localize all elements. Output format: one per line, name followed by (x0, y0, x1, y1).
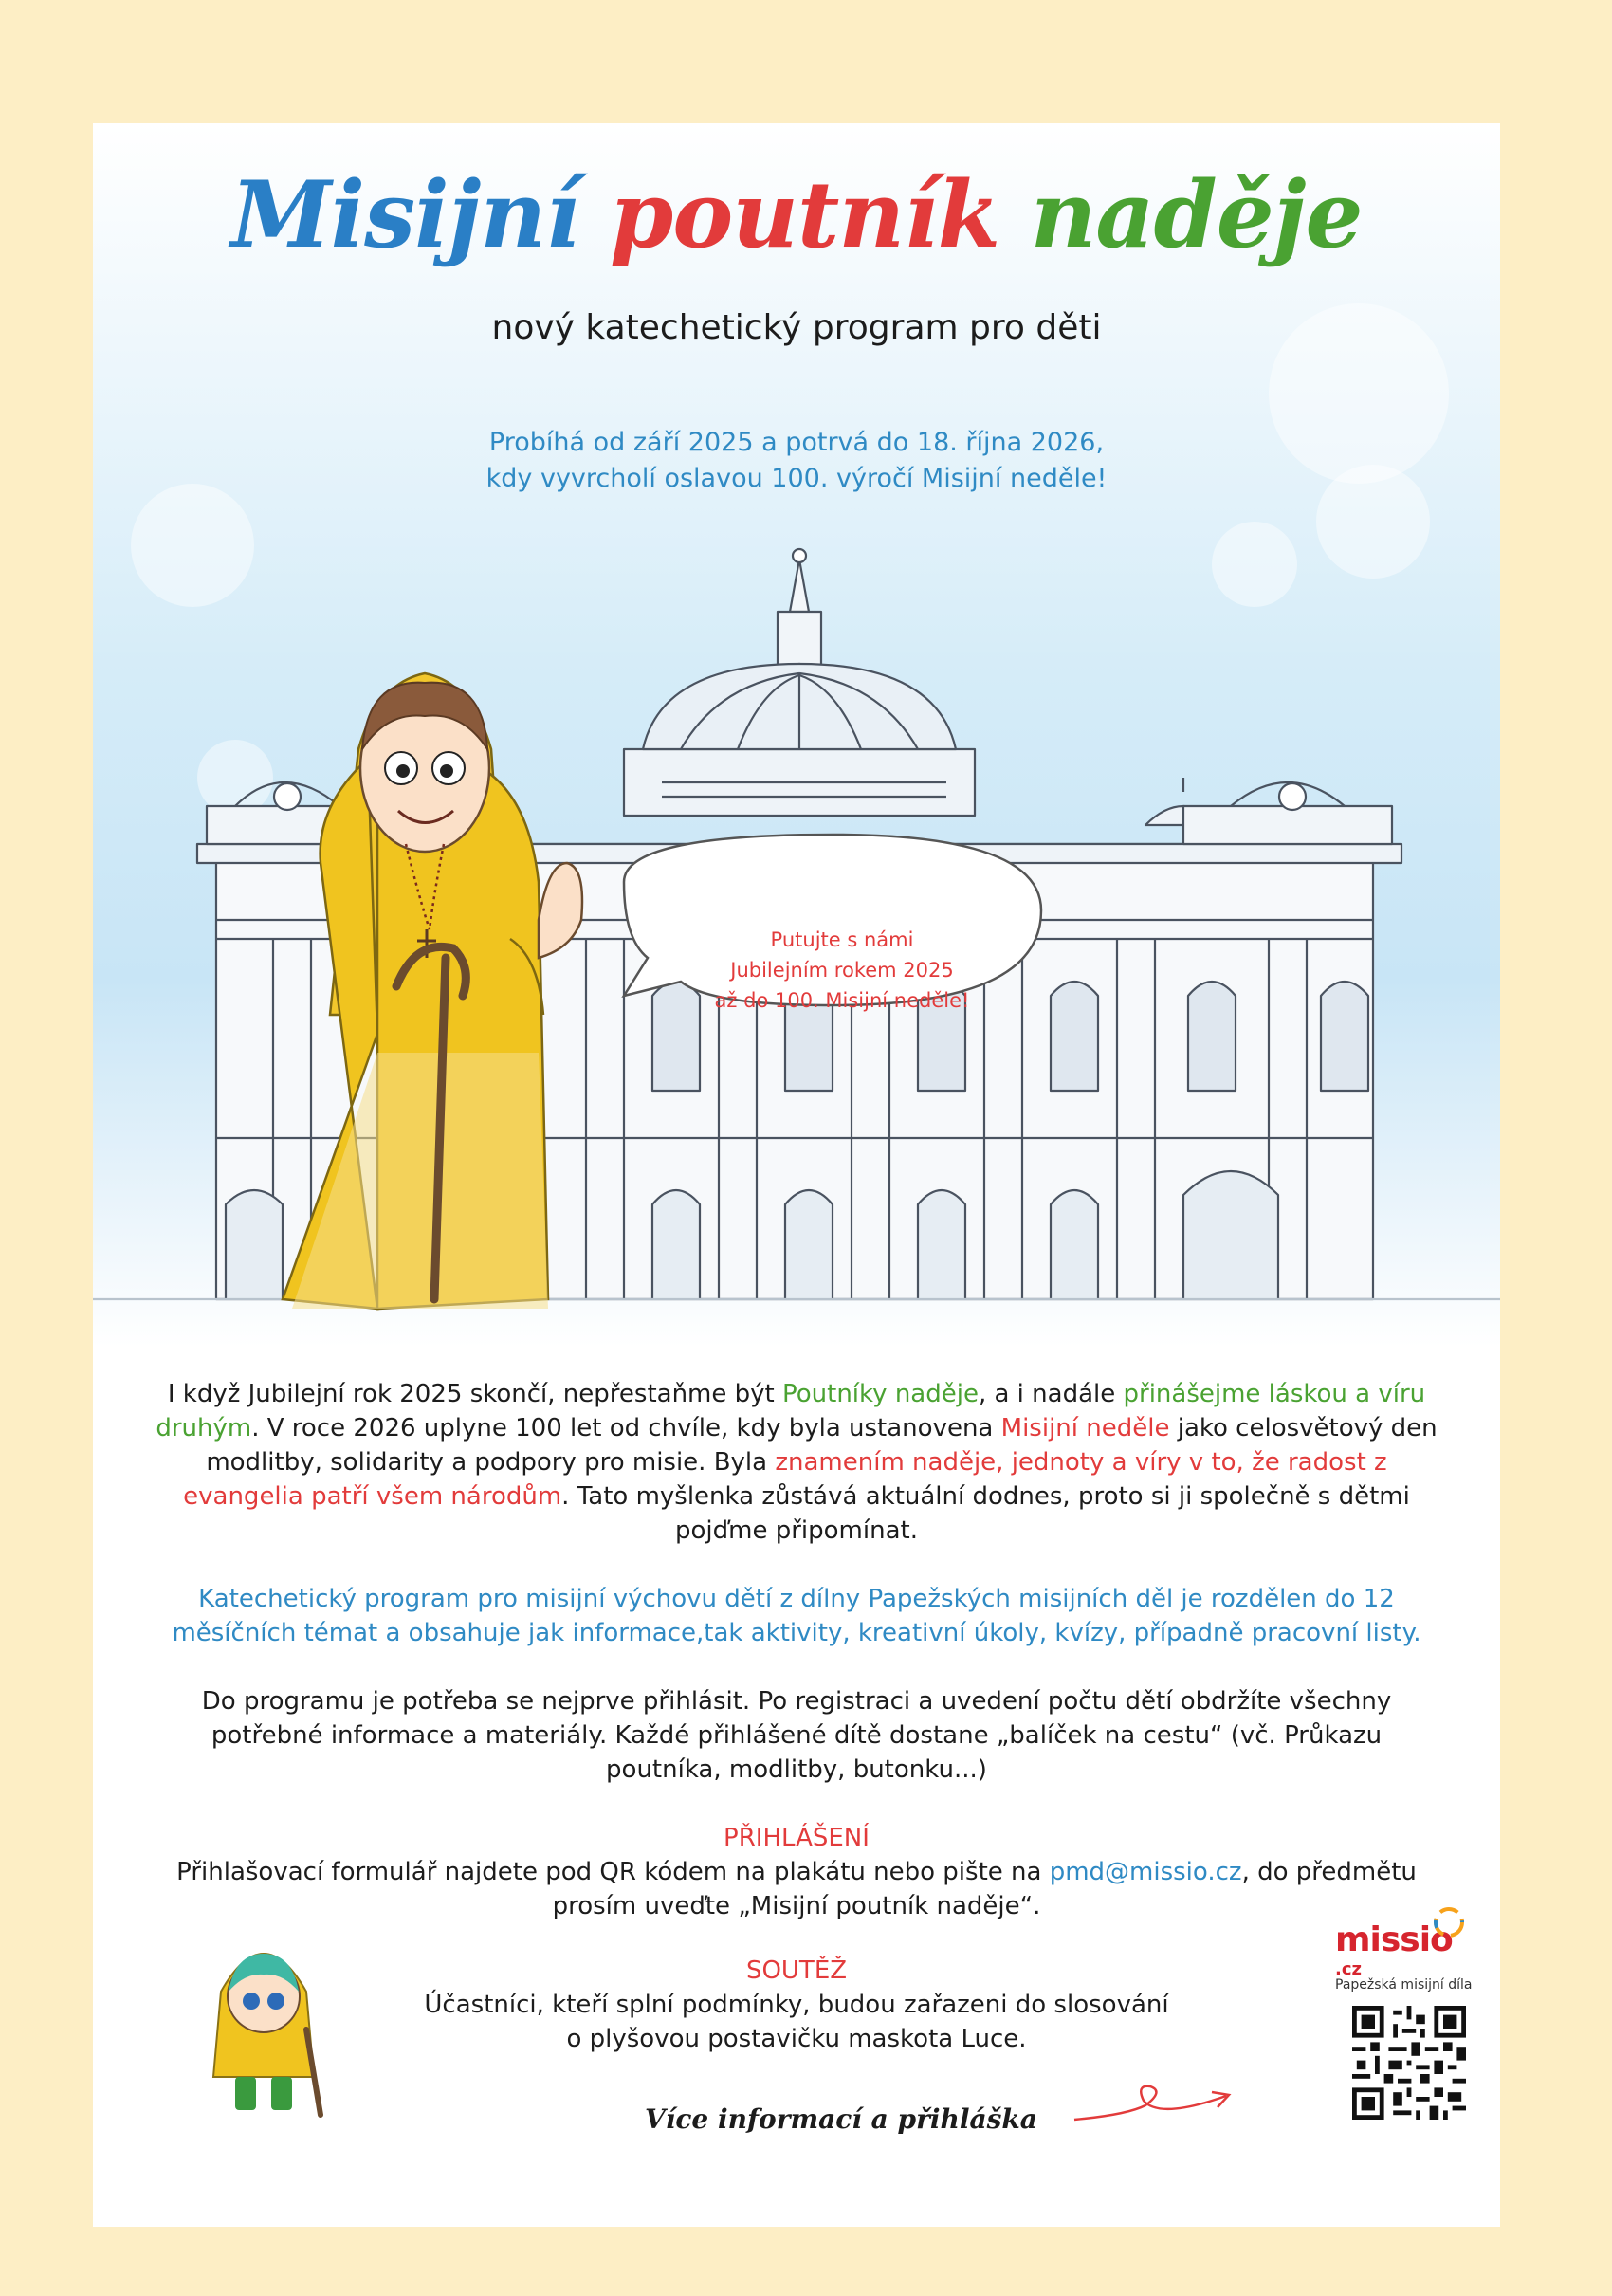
registration-text-before: Přihlašovací formulář najdete pod QR kódem na plakátu nebo pište na (176, 1858, 1050, 1886)
title-word-poutnik: poutník (610, 161, 1000, 268)
contest-line-1: Účastníci, kteří splní podmínky, budou zařazeni do slosování (424, 1991, 1169, 2019)
highlight-misijni-nedele: Misijní neděle (1000, 1414, 1170, 1442)
intro-text-3: . V roce 2026 uplyne 100 let od chvíle, kdy byla ustanovena (251, 1414, 1001, 1442)
period-line-2: kdy vyvrcholí oslavou 100. výročí Misijní neděle! (485, 464, 1108, 493)
intro-text-2: , a i nadále (978, 1380, 1124, 1408)
registration-text (150, 1855, 1443, 1923)
more-info-caption: Více informací a přihláška (645, 2103, 1037, 2135)
missio-logo-suffix: .cz (1335, 1959, 1362, 1979)
basilica-dome (624, 549, 975, 816)
program-description (150, 1377, 1443, 2056)
registration-text-after: , do předmětu prosím uveďte „Misijní poutník naděje“. (552, 1858, 1417, 1920)
program-period (93, 425, 1500, 497)
contest-line-2: o plyšovou postavičku maskota Luce. (566, 2025, 1027, 2053)
intro-text-4: jako celosvětový den modlitby, solidarity a podpory pro misie. Byla (206, 1414, 1438, 1477)
missio-logo (1335, 1920, 1477, 1993)
arrow-to-qr-icon (1070, 2077, 1240, 2134)
missio-logo-tagline: Papežská misijní díla (1335, 1977, 1473, 1993)
poster-subtitle: nový katechetický program pro děti (491, 308, 1102, 347)
bubble-line-3: až do 100. Misijní neděle! (714, 989, 970, 1012)
highlight-znamenim-nadeje: znamením naděje, jednoty a víry v to, že radost z evangelia patří všem národům (183, 1448, 1387, 1511)
missio-logo-word: missio (1335, 1920, 1453, 1959)
bubble-line-1: Putujte s námi (770, 928, 914, 951)
missio-globe-icon (1430, 1903, 1468, 1941)
bubble-line-2: Jubilejním rokem 2025 (730, 959, 954, 982)
contest-heading: SOUTĚŽ (745, 1956, 848, 1985)
title-word-misijni: Misijní (230, 161, 579, 268)
registration-qr-code[interactable] (1352, 2006, 1466, 2120)
intro-text-1: I když Jubilejní rok 2025 skončí, nepřestaňme být (167, 1380, 782, 1408)
plush-mascot-image (192, 1925, 335, 2124)
paragraph-program: Katechetický program pro misijní výchovu dětí z dílny Papežských misijních děl je rozdělen do 12 měsíčních témat a obsahuje jak informace,tak aktivity, kreativní úkoly, kvízy, případně pracovní listy. (172, 1585, 1421, 1647)
contact-email-link[interactable]: pmd@missio.cz (1049, 1858, 1242, 1886)
contest-section (150, 1954, 1443, 2056)
paragraph-registration-info: Do programu je potřeba se nejprve přihlásit. Po registraci a uvedení počtu dětí obdržíte všechny potřebné informace a materiály. Každé přihlášené dítě dostane „balíček na cestu“ (vč. Průkazu poutníka, modlitby, butonku...) (201, 1687, 1392, 1784)
registration-heading: PŘIHLÁŠENÍ (724, 1824, 870, 1852)
poster (93, 123, 1500, 2227)
title-word-nadeje: naděje (1030, 161, 1363, 268)
speech-bubble-text (686, 925, 998, 1016)
highlight-prinasejme: přinášejme láskou a víru druhým (156, 1380, 1426, 1442)
intro-text-5: . Tato myšlenka zůstává aktuální dodnes, proto si ji společně s dětmi pojďme připomínat. (561, 1482, 1410, 1545)
highlight-poutniky-nadeje: Poutníky naděje (782, 1380, 979, 1408)
poster-title (93, 161, 1500, 268)
registration-section (150, 1821, 1443, 1923)
paragraph-intro (150, 1377, 1443, 1548)
period-line-1: Probíhá od září 2025 a potrvá do 18. října 2026, (488, 428, 1105, 457)
